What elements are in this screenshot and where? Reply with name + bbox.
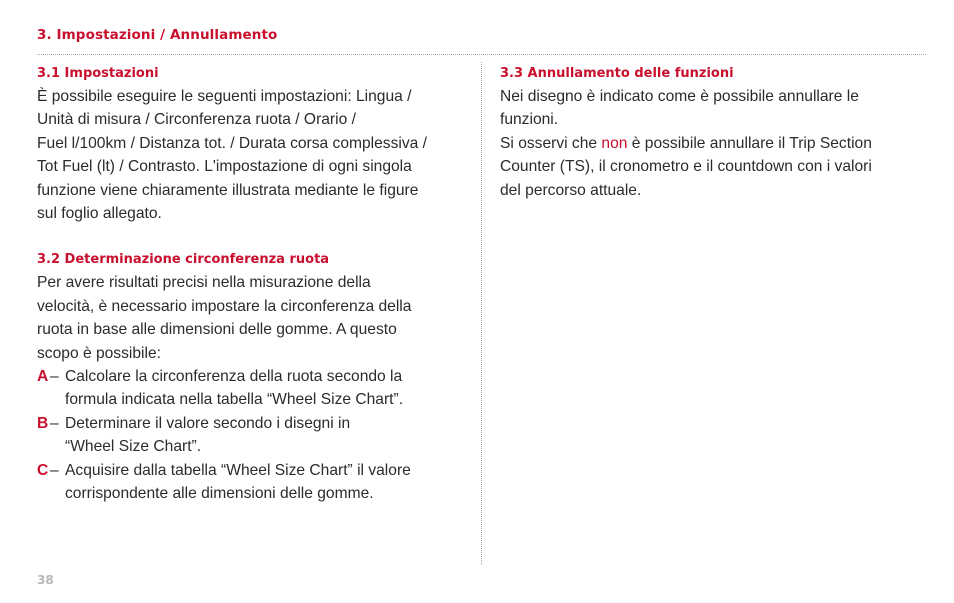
text-line: del percorso attuale. [500,181,642,199]
text-line: funzione viene chiaramente illustrata mediante le figure [37,181,419,199]
wheel-paragraph [37,271,473,365]
text-line: Tot Fuel (lt) / Contrasto. L'impostazione di ogni singola [37,158,412,176]
text-line: Nei disegno è indicato come è possibile annullare le [500,88,859,105]
text-line: velocità, è necessario impostare la circonferenza della [37,297,412,315]
list-letter: C [37,461,49,479]
text-line: scopo è possibile: [37,344,161,362]
heading-3-3: 3.3 Annullamento delle funzioni [500,66,734,81]
text-line: Determinare il valore secondo i disegni in [65,414,351,432]
text-line: È possibile eseguire le seguenti impostazioni: Lingua / [37,88,412,105]
text-line: “Wheel Size Chart”. [65,438,202,456]
top-divider [37,54,926,55]
text-fragment: Si osservi che [500,134,602,152]
text-line: funzioni. [500,111,559,129]
list-item-a [37,365,473,412]
left-column [37,62,473,506]
column-divider [481,62,482,565]
highlight-non: non [601,134,628,152]
page-number: 38 [37,573,54,587]
list-dash: – [50,368,59,386]
text-line: Acquisire dalla tabella “Wheel Size Chart” il valore [65,461,411,479]
note-paragraph [500,132,925,202]
list-dash: – [50,461,59,479]
text-line: sul foglio allegato. [37,205,162,223]
text-line: Unità di misura / Circonferenza ruota / Orario / [37,111,356,129]
text-line: Fuel l/100km / Distanza tot. / Durata corsa complessiva / [37,134,427,152]
text-fragment: è possibile annullare il Trip Section [627,134,872,152]
text-line: Calcolare la circonferenza della ruota secondo la [65,368,403,386]
heading-3-1: 3.1 Impostazioni [37,66,159,81]
list-letter: A [37,368,49,386]
text-line: Counter (TS), il cronometro e il countdown con i valori [500,158,872,176]
list-letter: B [37,414,49,432]
settings-paragraph [37,85,473,225]
heading-3-2: 3.2 Determinazione circonferenza ruota [37,252,330,268]
right-column [500,62,925,202]
text-line: Per avere risultati precisi nella misurazione della [37,274,371,292]
text-line: ruota in base alle dimensioni delle gomme. A questo [37,321,397,339]
section-title: 3. Impostazioni / Annullamento [37,27,278,43]
list-item-b [37,412,473,459]
list-dash: – [50,414,59,432]
text-line: formula indicata nella tabella “Wheel Size Chart”. [65,391,404,409]
text-line: corrispondente alle dimensioni delle gomme. [65,485,374,503]
reset-paragraph [500,85,925,132]
list-item-c [37,459,473,506]
